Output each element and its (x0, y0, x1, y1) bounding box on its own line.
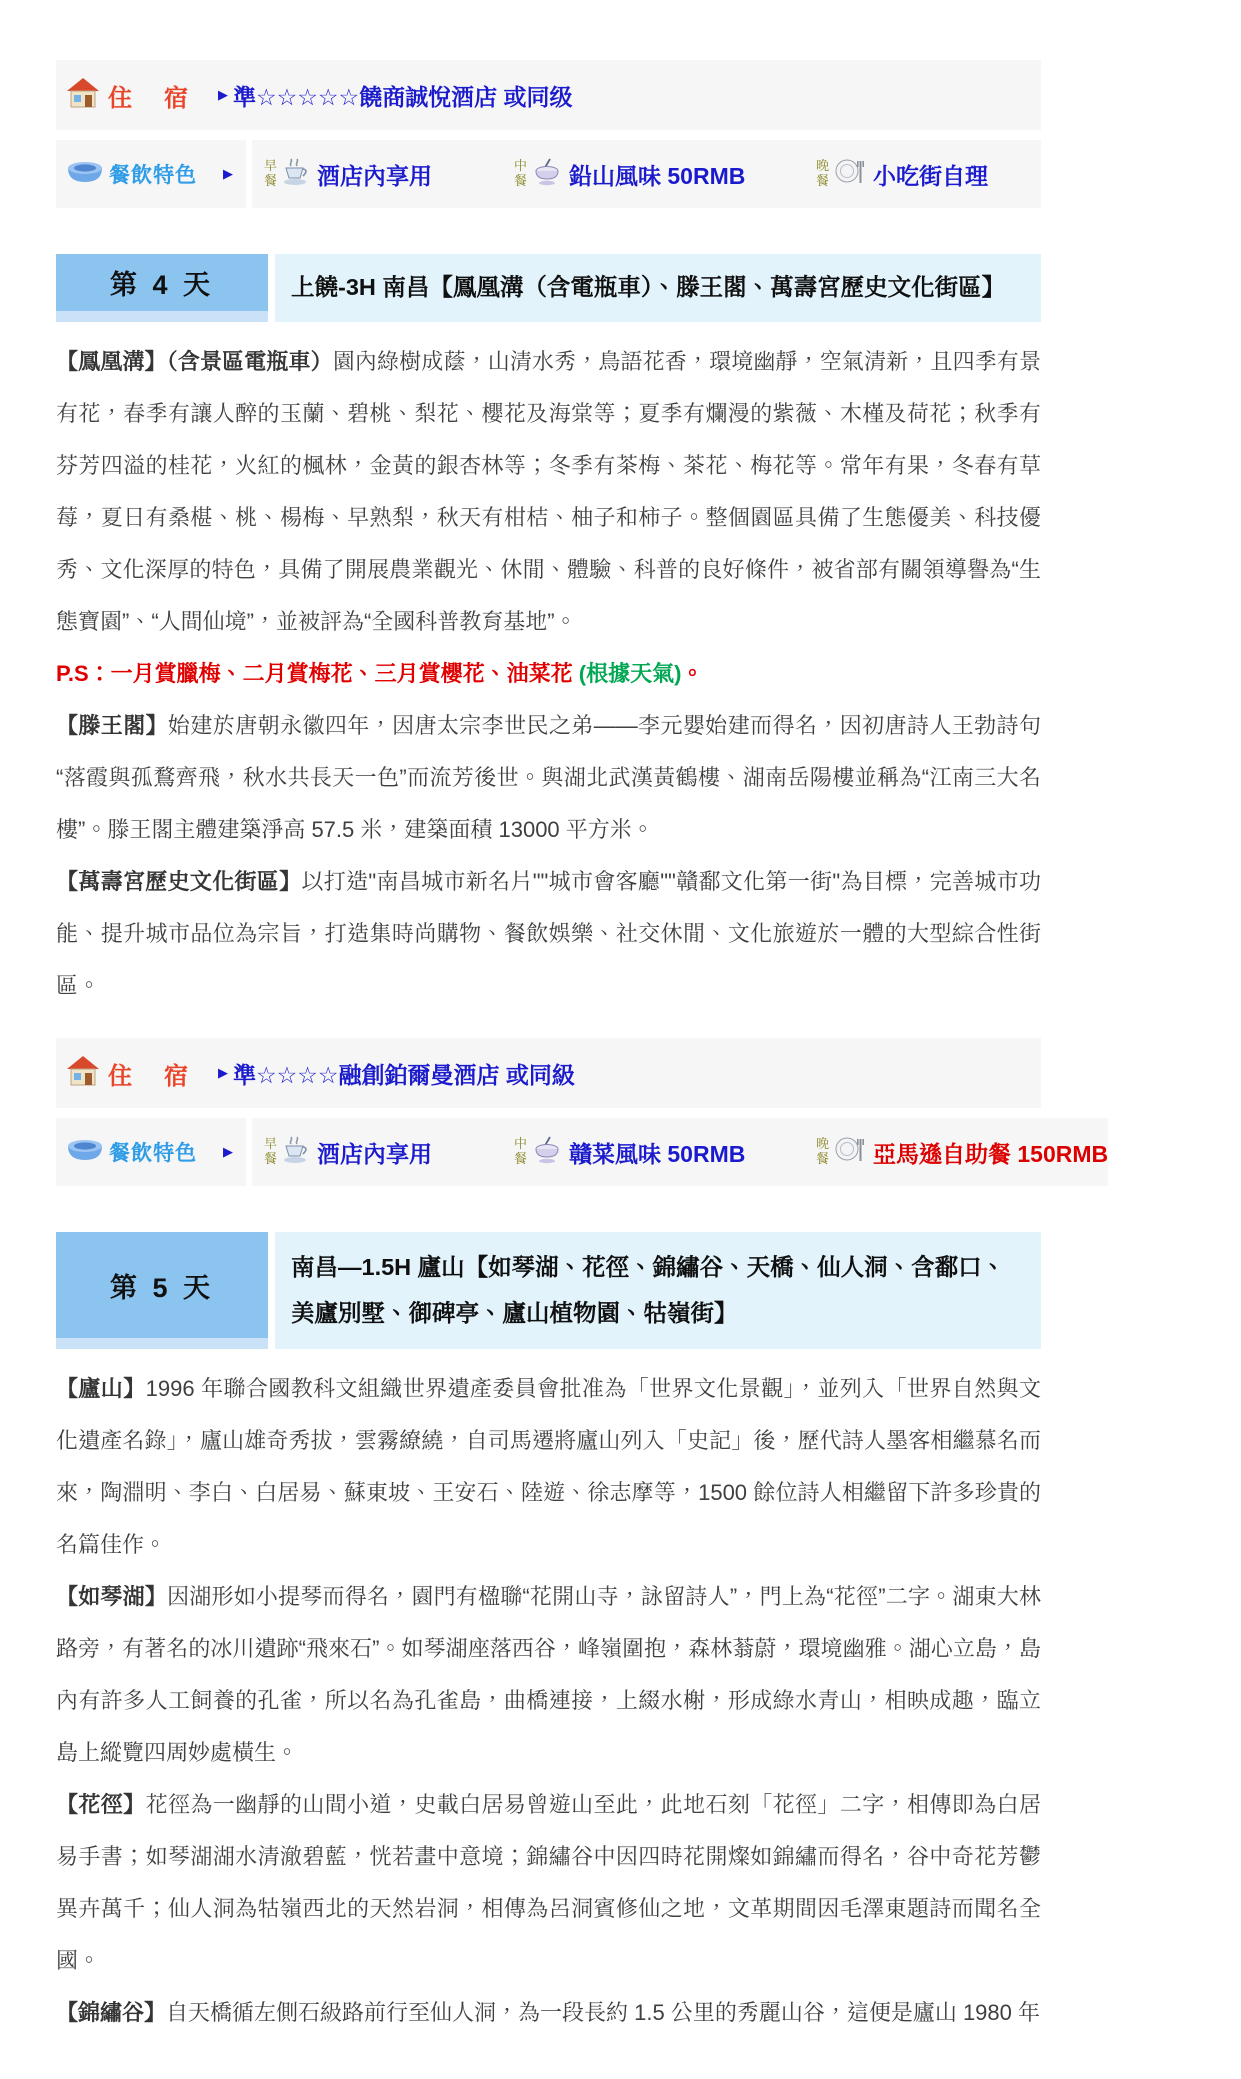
dinner-text: 小吃街自理 (873, 162, 988, 189)
lunch-tag: 中餐 (514, 1136, 528, 1166)
lunch-text: 鉛山風味 50RMB (569, 162, 746, 189)
day4-paragraph-fenghuanggou (56, 336, 1041, 648)
dinner-tag: 晚餐 (816, 1136, 830, 1166)
hotel-name-text: 準☆☆☆☆融創鉑爾曼酒店 或同級 (233, 1061, 575, 1088)
ps-green-text: (根據天氣) (572, 661, 682, 686)
attraction-lead: 【錦繡谷】 (56, 2000, 167, 2025)
attraction-lead: 【花徑】 (56, 1792, 146, 1817)
coffee-cup-icon (282, 157, 310, 192)
hotel-name-text: 準☆☆☆☆☆饒商誠悅酒店 或同级 (233, 83, 573, 110)
ps-tail-text: 。 (681, 661, 704, 686)
dining-pot-icon (66, 159, 104, 190)
attraction-lead: 【萬壽宮歷史文化街區】 (56, 869, 302, 894)
breakfast-tag: 早餐 (264, 158, 278, 188)
meals-label: 餐飲特色 (109, 164, 197, 187)
hotel-row (56, 1038, 1041, 1108)
accommodation-label (66, 77, 216, 114)
day5-paragraph-lushan (56, 1363, 1041, 1571)
attraction-text: 花徑為一幽靜的山間小道，史載白居易曾遊山至此，此地石刻「花徑」二字，相傳即為白居易手書；如琴湖湖水清澈碧藍，恍若畫中意境；錦繡谷中因四時花開燦如錦繡而得名，谷中奇花芳鬱異卉萬千；仙人洞為牯嶺西北的天然岩洞，相傳為呂洞賓修仙之地，文革期間因毛澤東題詩而聞名全國。 (56, 1792, 1041, 1973)
day4-header (56, 254, 1041, 322)
dining-pot-icon (66, 1137, 104, 1168)
day5-header (56, 1232, 1041, 1349)
house-icon (66, 77, 100, 114)
day4-paragraph-wanshougong (56, 856, 1041, 1012)
accommodation-char-su: 宿 (164, 1062, 188, 1090)
meals-content (252, 140, 1041, 208)
day5-paragraph-jinxiugu (56, 1987, 1041, 2039)
ps-red-text: P.S：一月賞臘梅、二月賞梅花、三月賞櫻花、油菜花 (56, 661, 573, 686)
accommodation-char-zhu: 住 (108, 1062, 132, 1090)
attraction-lead: 【滕王閣】 (56, 713, 169, 738)
day4-paragraph-tengwangge (56, 700, 1041, 856)
meals-label-cell (56, 1118, 246, 1186)
lunch-tag: 中餐 (514, 158, 528, 188)
breakfast-text: 酒店內享用 (317, 162, 432, 189)
plate-fork-icon (834, 158, 866, 191)
accommodation-label (66, 1055, 216, 1092)
accommodation-label-text (108, 78, 188, 113)
meals-content (252, 1118, 1108, 1186)
breakfast-group (264, 1135, 514, 1170)
meals-label: 餐飲特色 (109, 1142, 197, 1165)
hotel-row (56, 60, 1041, 130)
dinner-text: 亞馬遜自助餐 150RMB (873, 1140, 1109, 1167)
breakfast-text: 酒店內享用 (317, 1140, 432, 1167)
meals-row (56, 140, 1041, 208)
attraction-text: 自天橋循左側石級路前行至仙人洞，為一段長約 1.5 公里的秀麗山谷，這便是廬山 1980 年 (166, 2000, 1040, 2025)
attraction-lead: 【廬山】 (56, 1376, 146, 1401)
attraction-lead: 【鳳凰溝】（含景區電瓶車） (56, 349, 333, 374)
meals-row (56, 1118, 1109, 1186)
triangle-bullet-icon: ▶ (218, 1065, 228, 1080)
day4-box-wrap (56, 254, 268, 322)
triangle-bullet-icon: ▶ (218, 87, 228, 102)
day5-strip (56, 1338, 268, 1349)
attraction-text: 因湖形如小提琴而得名，園門有楹聯“花開山寺，詠留詩人”，門上為“花徑”二字。湖東大林路旁，有著名的冰川遺跡“飛來石”。如琴湖座落西谷，峰嶺圍抱，森林蓊蔚，環境幽雅。湖心立島，島內有許多人工飼養的孔雀，所以名為孔雀島，曲橋連接，上綴水榭，形成綠水青山，相映成趣，臨立島上縱覽四周妙處橫生。 (56, 1584, 1041, 1765)
day5-paragraph-ruqinhu (56, 1571, 1041, 1779)
attraction-text: 始建於唐朝永徽四年，因唐太宗李世民之弟——李元嬰始建而得名，因初唐詩人王勃詩句“落霞與孤鶩齊飛，秋水共長天一色”而流芳後世。與湖北武漢黃鶴樓、湖南岳陽樓並稱為“江南三大名樓”。滕王閣主體建築淨高 57.5 米，建築面積 13000 平方米。 (56, 713, 1041, 842)
dinner-tag: 晚餐 (816, 158, 830, 188)
tureen-icon (532, 1135, 562, 1170)
lunch-text: 贛菜風味 50RMB (569, 1140, 746, 1167)
lunch-group (514, 1135, 816, 1170)
day4-strip (56, 311, 268, 322)
day4-hotel-meals-section (56, 1038, 1109, 1186)
meals-label-cell (56, 140, 246, 208)
accommodation-char-zhu: 住 (108, 84, 132, 112)
day4-ps-note (56, 648, 1041, 700)
day4-title: 上饒-3H 南昌【鳳凰溝（含電瓶車）、滕王閣、萬壽宮歷史文化街區】 (275, 254, 1041, 322)
triangle-bullet-icon: ▶ (223, 166, 233, 181)
house-icon (66, 1055, 100, 1092)
breakfast-tag: 早餐 (264, 1136, 278, 1166)
attraction-text: 園內綠樹成蔭，山清水秀，鳥語花香，環境幽靜，空氣清新，且四季有景有花，春季有讓人醉的玉蘭、碧桃、梨花、櫻花及海棠等；夏季有爛漫的紫薇、木槿及荷花；秋季有芬芳四溢的桂花，火紅的楓林，金黃的銀杏林等；冬季有茶梅、茶花、梅花等。常年有果，冬春有草莓，夏日有桑椹、桃、楊梅、早熟梨，秋天有柑桔、柚子和柿子。整個園區具備了生態優美、科技優秀、文化深厚的特色，具備了開展農業觀光、休閒、體驗、科普的良好條件，被省部有關領導譽為“生態寶園”、“人間仙境”，並被評為“全國科普教育基地”。 (56, 349, 1041, 634)
day5-box-wrap (56, 1232, 268, 1349)
lunch-group (514, 157, 816, 192)
day4-label: 第 4 天 (56, 254, 268, 311)
coffee-cup-icon (282, 1135, 310, 1170)
attraction-text: 以打造"南昌城市新名片""城市會客廳""贛鄱文化第一街"為目標，完善城市功能、提升城市品位為宗旨，打造集時尚購物、餐飲娛樂、社交休閒、文化旅遊於一體的大型綜合性街區。 (56, 869, 1041, 998)
attraction-lead: 【如琴湖】 (56, 1584, 168, 1609)
dinner-group (816, 158, 988, 191)
plate-fork-icon (834, 1136, 866, 1169)
attraction-text: 1996 年聯合國教科文組織世界遺產委員會批准為「世界文化景觀」，並列入「世界自然與文化遺產名錄」，廬山雄奇秀拔，雲霧繚繞，自司馬遷將廬山列入「史記」後，歷代詩人墨客相繼慕名而來，陶淵明、李白、白居易、蘇東坡、王安石、陸遊、徐志摩等，1500 餘位詩人相繼留下許多珍貴的名篇佳作。 (56, 1376, 1041, 1557)
day5-label: 第 5 天 (56, 1232, 268, 1338)
triangle-bullet-icon: ▶ (223, 1144, 233, 1159)
breakfast-group (264, 157, 514, 192)
day5-paragraph-huajing (56, 1779, 1041, 1987)
accommodation-char-su: 宿 (164, 84, 188, 112)
dinner-group (816, 1136, 1108, 1169)
tureen-icon (532, 157, 562, 192)
day5-title: 南昌—1.5H 廬山【如琴湖、花徑、錦繡谷、天橋、仙人洞、含鄱口、美廬別墅、御碑亭、廬山植物園、牯嶺街】 (275, 1232, 1041, 1349)
accommodation-label-text (108, 1056, 188, 1091)
